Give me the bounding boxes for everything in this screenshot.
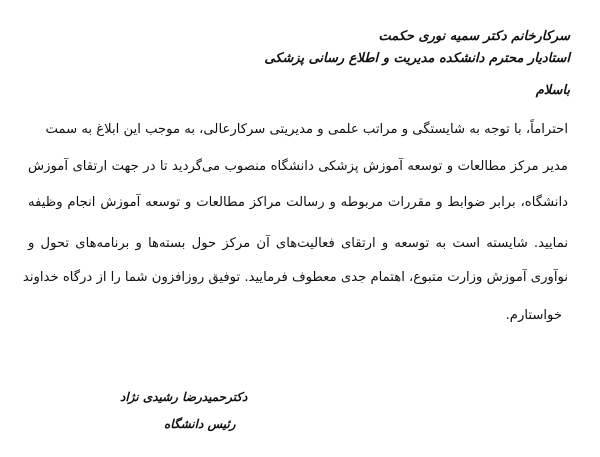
- signer-name: دکترحمیدرضا رشیدی نژاد: [120, 390, 248, 404]
- greeting: باسلام: [535, 83, 570, 98]
- body-line: مدیر مرکز مطالعات و توسعه آموزش پزشکی دانشگاه منصوب می‌گردید تا در جهت ارتقای آموزش: [28, 159, 568, 174]
- signer-role: رئیس دانشگاه: [164, 417, 236, 431]
- addressee-title: استادیار محترم دانشکده مدیریت و اطلاع رسانی پزشکی: [264, 51, 570, 66]
- body-line: نمایید. شایسته است به توسعه و ارتقای فعالیت‌های آن مرکز حول بسته‌ها و برنامه‌های تحول و: [28, 236, 568, 251]
- body-line: نوآوری آموزش وزارت متبوع، اهتمام جدی معطوف فرمایید. توفیق روزافزون شما را از درگاه خداوند: [22, 270, 568, 285]
- body-line: دانشگاه، برابر ضوابط و مقررات مربوطه و رسالت مراکز مطالعات و توسعه آموزش انجام وظیفه: [28, 195, 568, 210]
- body-line: خواستارم.: [505, 308, 562, 323]
- addressee-name: سرکارخانم دکتر سمیه نوری حکمت: [378, 29, 570, 44]
- body-line: احتراماً، با توجه به شایستگی و مراتب علمی و مدیریتی سرکارعالی، به موجب این ابلاغ به سمت: [45, 122, 568, 137]
